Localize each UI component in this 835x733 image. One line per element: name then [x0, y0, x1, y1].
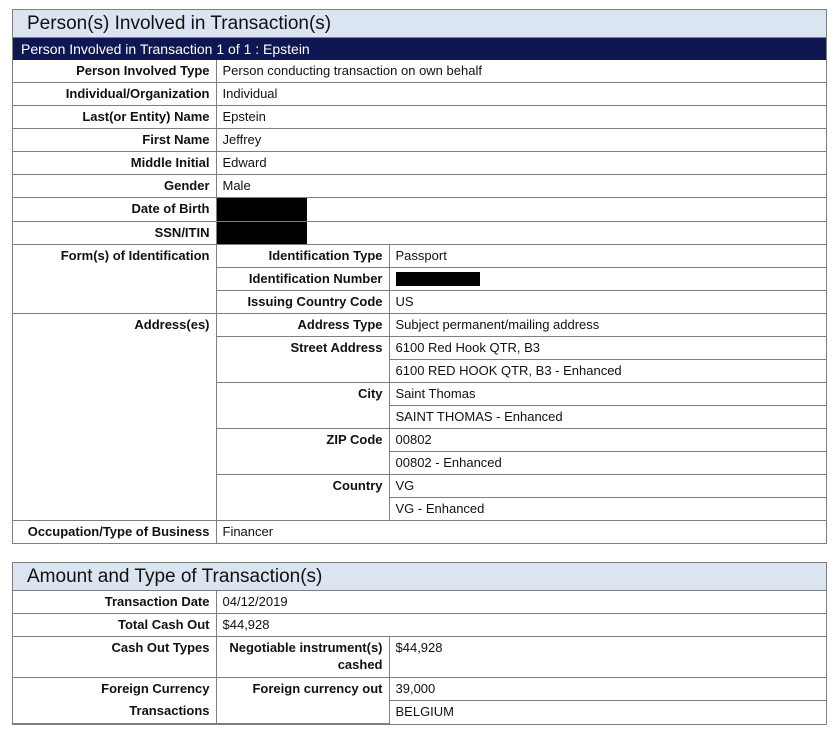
city-value: Saint Thomas — [389, 383, 826, 406]
table-row — [13, 175, 826, 198]
negotiable-label: Negotiable instrument(s) cashed — [216, 637, 389, 678]
first-name-label: First Name — [13, 129, 216, 152]
gender-label: Gender — [13, 175, 216, 198]
foreign-out-label: Foreign currency out — [216, 678, 389, 724]
address-type-label: Address Type — [216, 314, 389, 337]
address-type-value: Subject permanent/mailing address — [389, 314, 826, 337]
city-label: City — [216, 383, 389, 429]
table-row — [13, 198, 826, 222]
table-row — [13, 106, 826, 129]
country-label: Country — [216, 475, 389, 521]
transaction-date-label: Transaction Date — [13, 591, 216, 614]
last-name-value: Epstein — [216, 106, 826, 129]
table-row — [13, 591, 826, 614]
amount-table — [13, 591, 826, 724]
table-row — [13, 314, 826, 337]
table-row — [13, 637, 826, 678]
ssn-value — [216, 222, 826, 245]
city-enhanced: SAINT THOMAS - Enhanced — [389, 406, 826, 429]
gender-value: Male — [216, 175, 826, 198]
ssn-label: SSN/ITIN — [13, 222, 216, 245]
transaction-date-value: 04/12/2019 — [216, 591, 826, 614]
person-table — [13, 60, 826, 543]
indiv-org-value: Individual — [216, 83, 826, 106]
id-number-value — [389, 268, 826, 291]
cash-out-types-label: Cash Out Types — [13, 637, 216, 678]
table-row — [13, 222, 826, 245]
total-cash-out-value: $44,928 — [216, 614, 826, 637]
redaction-block — [217, 222, 307, 244]
country-value: VG — [389, 475, 826, 498]
id-number-label: Identification Number — [216, 268, 389, 291]
person-type-label: Person Involved Type — [13, 60, 216, 83]
zip-value: 00802 — [389, 429, 826, 452]
id-type-label: Identification Type — [216, 245, 389, 268]
occupation-value: Financer — [216, 521, 826, 544]
issuing-country-value: US — [389, 291, 826, 314]
table-row — [13, 614, 826, 637]
addresses-label: Address(es) — [13, 314, 216, 521]
person-type-value: Person conducting transaction on own behalf — [216, 60, 826, 83]
foreign-tx-label: Foreign Currency Transactions — [13, 678, 216, 724]
redaction-block — [396, 272, 480, 286]
dob-value — [216, 198, 826, 222]
forms-id-label: Form(s) of Identification — [13, 245, 216, 314]
occupation-label: Occupation/Type of Business — [13, 521, 216, 544]
last-name-label: Last(or Entity) Name — [13, 106, 216, 129]
table-row — [13, 152, 826, 175]
amount-section-title: Amount and Type of Transaction(s) — [13, 563, 826, 591]
persons-section-title: Person(s) Involved in Transaction(s) — [13, 10, 826, 38]
persons-section — [12, 9, 827, 544]
foreign-country-value: BELGIUM — [389, 701, 826, 724]
middle-initial-value: Edward — [216, 152, 826, 175]
street-address-enhanced: 6100 RED HOOK QTR, B3 - Enhanced — [389, 360, 826, 383]
street-address-label: Street Address — [216, 337, 389, 383]
table-row — [13, 245, 826, 268]
zip-label: ZIP Code — [216, 429, 389, 475]
middle-initial-label: Middle Initial — [13, 152, 216, 175]
redaction-block — [217, 198, 307, 221]
person-subheader: Person Involved in Transaction 1 of 1 : Epstein — [13, 38, 826, 60]
table-row — [13, 521, 826, 544]
amount-section — [12, 562, 827, 725]
table-row — [13, 129, 826, 152]
street-address-value: 6100 Red Hook QTR, B3 — [389, 337, 826, 360]
indiv-org-label: Individual/Organization — [13, 83, 216, 106]
total-cash-out-label: Total Cash Out — [13, 614, 216, 637]
foreign-amount-value: 39,000 — [389, 678, 826, 701]
table-row — [13, 678, 826, 701]
zip-enhanced: 00802 - Enhanced — [389, 452, 826, 475]
table-row — [13, 83, 826, 106]
issuing-country-label: Issuing Country Code — [216, 291, 389, 314]
country-enhanced: VG - Enhanced — [389, 498, 826, 521]
id-type-value: Passport — [389, 245, 826, 268]
first-name-value: Jeffrey — [216, 129, 826, 152]
table-row — [13, 60, 826, 83]
negotiable-value: $44,928 — [389, 637, 826, 678]
dob-label: Date of Birth — [13, 198, 216, 222]
